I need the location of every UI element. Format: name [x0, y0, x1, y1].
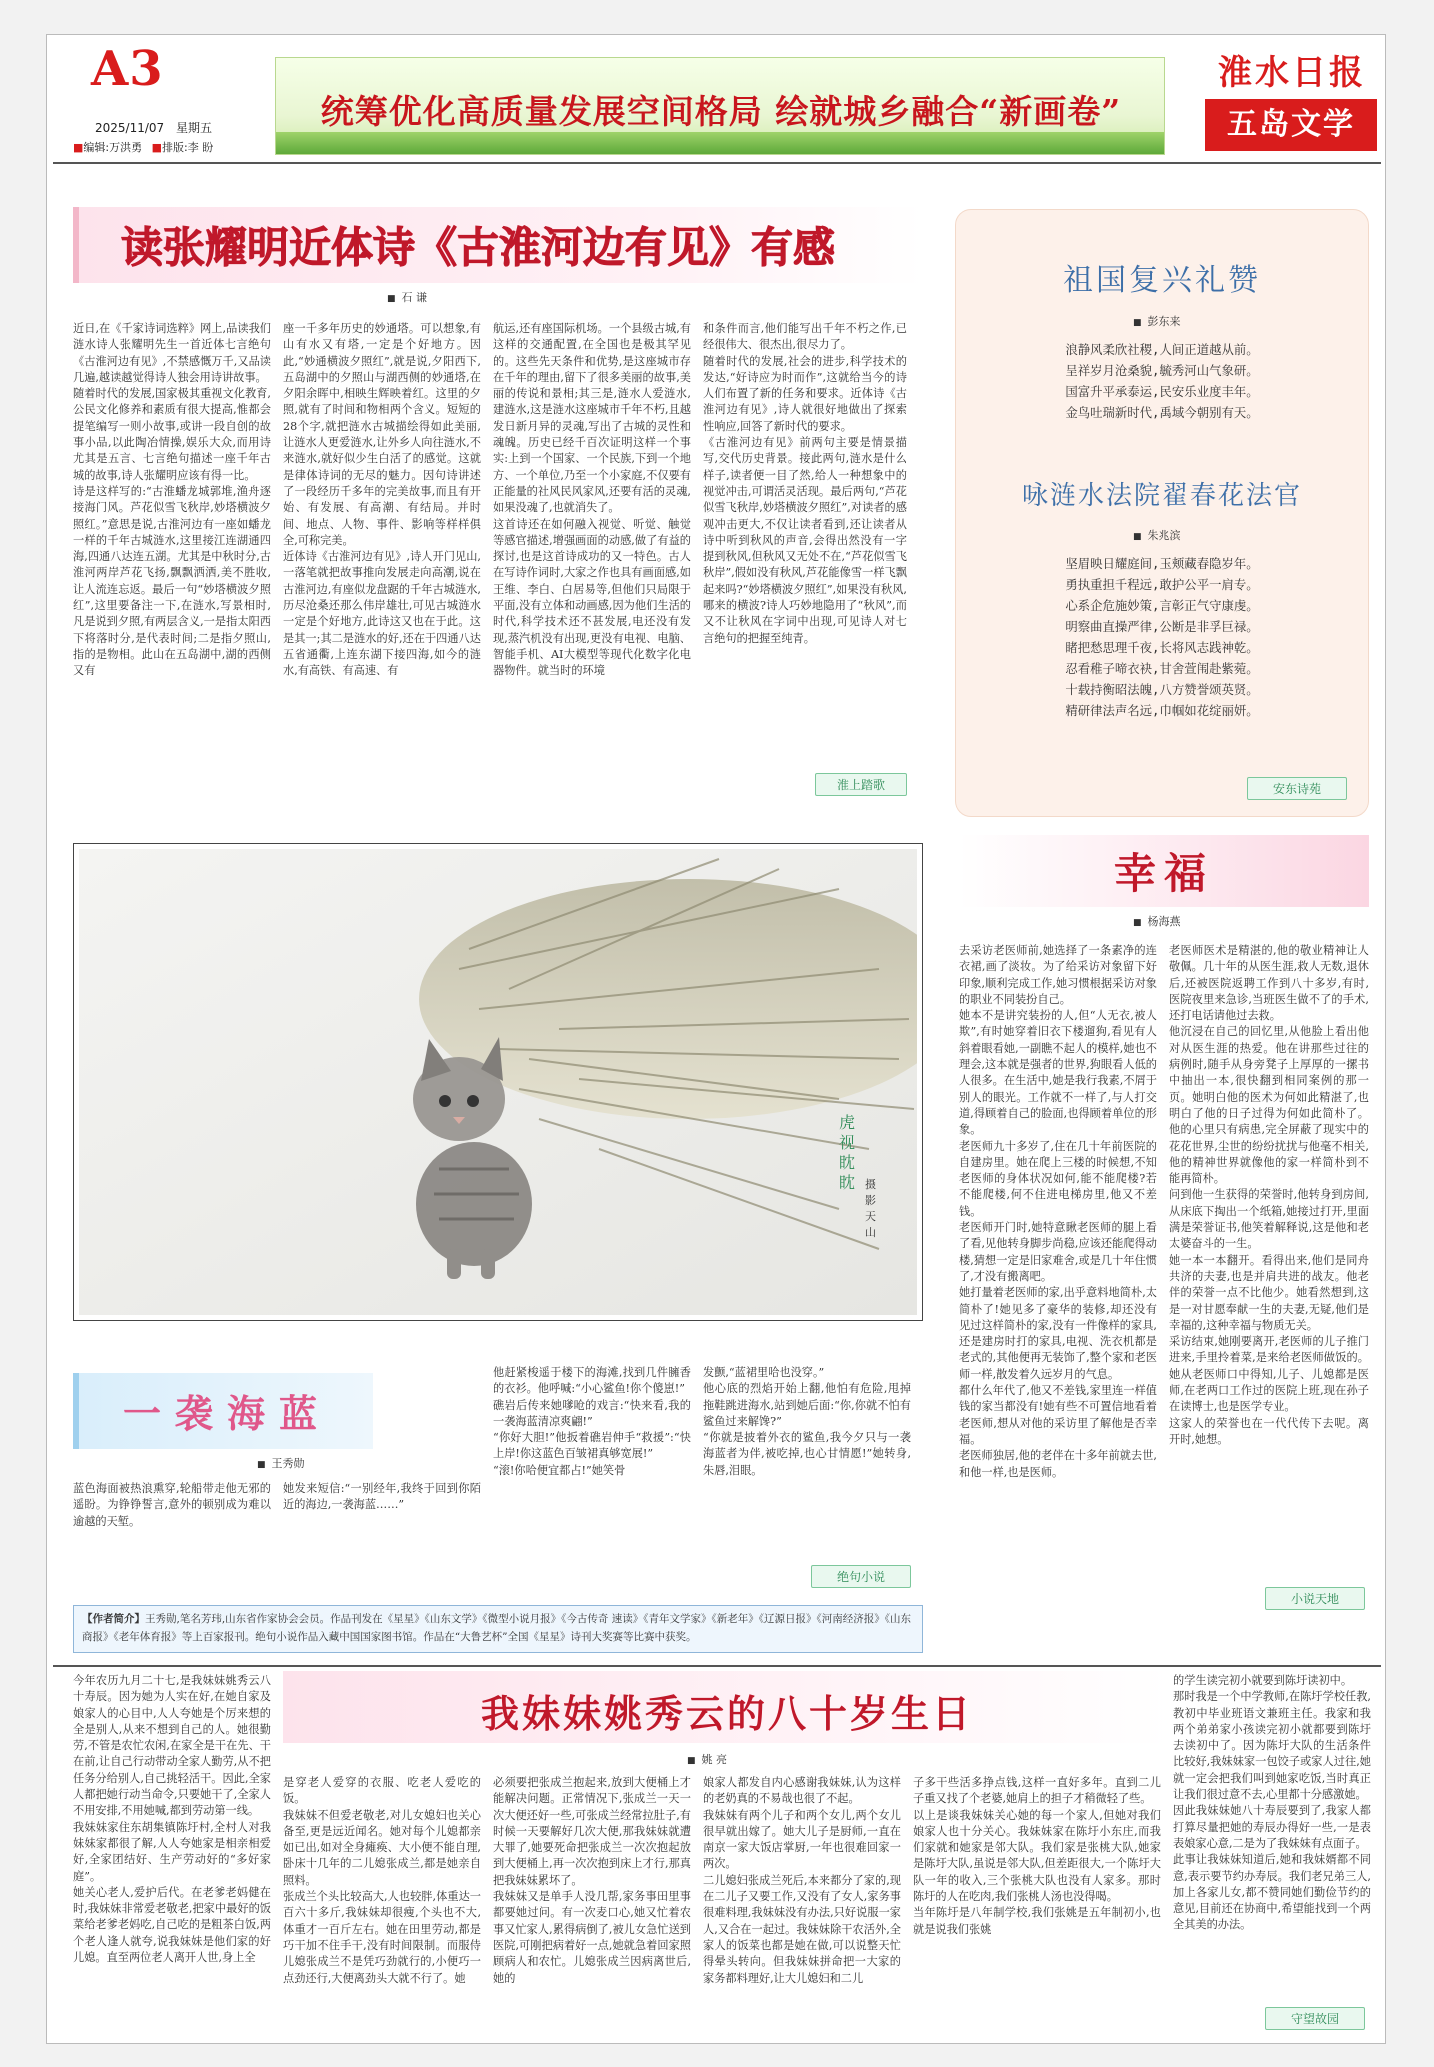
masthead: 淮水日报 — [1218, 53, 1366, 93]
banner-slogan: 统筹优化高质量发展空间格局 绘就城乡融合“新画卷” — [320, 92, 1122, 131]
editor-credit: 编辑:万洪勇 — [83, 141, 143, 154]
poems-panel — [955, 209, 1369, 817]
haican-column-tag: 绝句小说 — [811, 1565, 911, 1588]
article1-col1: 近日,在《千家诗词选粹》网上,品读我们涟水诗人张耀明先生一首近体七言绝句《古淮河边有见》,不禁感慨万千,又品读几遍,越读越觉得诗人独会用诗讲故事。 随着时代的发展,国家极其重视文化教育,公民文化修养和素质有很大提高,惟都会提笔编写一则小故事,或讲一段自创的故事小品,以此陶冶情操,娱乐大众,而用诗尤其是五言、七言绝句描述一座千年古城的故事,诗人张耀明应该有得一比。 诗是这样写的:“古淮蟠龙城郭堆,渔舟逐接海门风。芦花似雪飞秋岸,妙塔横波夕照红。”意思是说,古淮河边有一座如蟠龙一样的千年古城涟水,这里接江连湖通四海,四通八达连五湖。尤其是中秋时分,古淮河两岸芦花飞扬,飘飘洒洒,美不胜收,让人流连忘返。最后一句“妙塔横波夕照红”,这里要备注一下,在涟水,写景相时,凡是说到夕照,有两层含义,一是指太阳西下将落时分,是代表时间;二是指夕照山,指的是物相。此山在五岛湖中,湖的西侧又有 — [73, 322, 271, 678]
poem2-byline: ■ 朱兆滨 — [1133, 527, 1181, 543]
photo-frame — [73, 843, 923, 1321]
lower-section-rule — [53, 1665, 1381, 1667]
poem2-line: 明察曲直操严律,公断是非孚巨禄。 — [1065, 619, 1259, 634]
editor-row: ■编辑:万洪勇 ■排版:李 盼 — [73, 141, 214, 154]
poem2-line: 精研律法声名远,巾帼如花绽丽妍。 — [1065, 703, 1259, 718]
kitten-photo — [79, 849, 917, 1315]
poem1-line: 金鸟吐瑞新时代,禹域今朝别有天。 — [1065, 405, 1259, 420]
banner-grass — [276, 132, 1165, 154]
xingfu-column-tag: 小说天地 — [1265, 1587, 1365, 1610]
issue-weekday: 星期五 — [176, 121, 213, 135]
slogan-banner — [275, 57, 1165, 155]
issue-date-row — [95, 119, 212, 136]
page-number: A3 — [91, 41, 164, 97]
poem2-lines — [955, 553, 1369, 721]
poem1-title: 祖国复兴礼赞 — [1063, 263, 1261, 298]
issue-date: 2025/11/07 — [95, 121, 165, 135]
article3-column-tag: 守望故园 — [1265, 2007, 1365, 2030]
author-bio-label: 【作者简介】 — [82, 1613, 145, 1625]
poem1-line: 浪静风柔欣社稷,人间正道越从前。 — [1065, 342, 1259, 357]
poem2-line: 十载持衡昭法魄,八方赞誉颂英贤。 — [1065, 682, 1259, 697]
haican-col1: 蓝色海面被热浪熏穿,轮船带走他无邪的遥盼。为铮铮誓言,意外的顿别成为难以逾越的天堑。 — [73, 1482, 271, 1528]
poem1-line: 呈祥岁月沧桑貌,毓秀河山气象研。 — [1065, 363, 1259, 378]
haican-col2: 她发来短信:“一别经年,我终于回到你陌近的海边,一袭海蓝……” — [283, 1482, 481, 1512]
photo-title: 虎视眈眈 — [839, 1113, 856, 1192]
article3-col5: 子多干些活多挣点钱,这样一直好多年。直到二儿子重又找了个老婆,她肩上的担子才稍微轻了些。 以上是谈我妹妹关心她的每一个家人,但她对我们娘家人也十分关心。我妹妹家在陈圩小东庄,而我们家就和她家是邻大队。我们家是张桃大队,她家是陈圩大队,虽说是邻大队,但差距很大,一个陈圩大队一年的收入,三个张桃大队也没有人家多。那时陈圩的人在吃肉,我们张桃人汤也没得喝。 当年陈圩是八年制学校,我们张姚是五年制初小,也就是说我们张姚 — [913, 1776, 1161, 1936]
poem2-line: 勇执重担千程远,敢护公平一肩专。 — [1065, 577, 1259, 592]
newspaper-page — [46, 34, 1386, 2044]
poem2-title: 咏涟水法院翟春花法官 — [1021, 481, 1302, 511]
layout-credit: 排版:李 盼 — [162, 141, 214, 154]
poem1-byline: ■ 彭东来 — [1133, 313, 1181, 329]
article1-byline: ■ 石 谦 — [387, 289, 427, 305]
article1-col2: 座一千多年历史的妙通塔。可以想象,有山有水又有塔,一定是个好地方。因此,“妙通横波夕照红”,就是说,夕阳西下,五岛湖中的夕照山与湖西侧的妙通塔,在夕阳余晖中,相映生辉映着红。这里的夕照,就有了时间和物相两个含义。短短的28个字,就把涟水古城描绘得如此美丽,让涟水人更爱涟水,让外乡人向往涟水,不来涟水,就好似少生白活了的感觉。这就是律体诗词的无尽的魅力。因句诗讲述了一段经历千多年的完美故事,而且有开始、有发展、有高潮、有结局。并时间、地点、人物、事件、影响等样样俱全,可称完美。 近体诗《古淮河边有见》,诗人开门见山,一落笔就把故事推向发展走向高潮,说在古淮河边,有座似龙盘踞的千年古城涟水,历尽沧桑还那么伟岸雄壮,可见古城涟水一定是个好地方,此诗这又也在于此。这是其一;其二是涟水的好,还在于四通八达五省通衢,上连东湖下接四海,如今的涟水,有高铁、有高速、有 — [283, 322, 481, 678]
article3-title: 我妹妹姚秀云的八十岁生日 — [480, 1691, 973, 1736]
article3-byline: ■ 姚 亮 — [687, 1751, 727, 1767]
haican-byline: ■ 王秀勋 — [257, 1455, 305, 1471]
haican-title: 一袭海蓝 — [122, 1391, 331, 1436]
article1-title: 读张耀明近体诗《古淮河边有见》有感 — [121, 223, 836, 272]
poem2-line: 睹把愁思理千夜,长将风志践神乾。 — [1065, 640, 1259, 655]
article3-col4: 娘家人都发自内心感谢我妹妹,认为这样的老奶真的不易哉也很了不起。 我妹妹有两个儿子和两个女儿,两个女儿很早就出嫁了。她大儿子是厨师,一直在南京一家大饭店掌厨,一年也很难回家一两次。 二儿媳妇张成兰死后,本来都分了家的,现在二儿子又要工作,又没有了女人,家务事很难料理,我妹妹没有办法,只好说服一家人,又合在一起过。我妹妹除干农活外,全家人的饭菜也都是她在做,可以说整天忙得晕头转向。但我妹妹拼命把一大家的家务都料理好,让大儿媳妇和二儿 — [703, 1776, 901, 1985]
article1-col3: 航运,还有座国际机场。一个县级古城,有这样的交通配置,在全国也是极其罕见的。这些先天条件和优势,是这座城市存在千年的理由,留下了很多美丽的故事,美丽的传说和景相;其三是,涟水人爱涟水,建涟水,这是涟水这座城市千年不朽,且越发日新月异的灵魂,写出了古城的灵性和魂魄。历史已经千百次证明这样一个事实:上到一个国家、一个民族,下到一个地方、一个单位,乃至一个小家庭,不仅要有正能量的社风民风家风,还要有活的灵魂,如果没魂了,也就消失了。 这首诗还在如何融入视觉、听觉、触觉等感官描述,增强画面的动感,做了有益的探讨,也是这首诗成功的又一特色。古人在写诗作词时,大家之作也具有画面感,如王维、李白、白居易等,但他们只局限于平面,没有立体和动画感,因为他们生活的时代,科学技术还不甚发展,电还没有发现,蒸汽机没有出现,更没有电视、电脑、智能手机、AI大模型等现代化数字化电器物件。就当时的环境 — [493, 322, 691, 678]
poem1-line: 国富升平承泰运,民安乐业度丰年。 — [1065, 384, 1259, 399]
poem1-lines — [955, 339, 1369, 423]
poems-column-tag: 安东诗苑 — [1247, 777, 1347, 800]
haican-col4: 发颤,“蓝裙里哈也没穿。” 他心底的烈焰开始上翻,他怕有危险,甩掉拖鞋跳进海水,站到她后面:“你,你就不怕有鲨鱼过来解馋?” “你就是披着外衣的鲨鱼,我今夕只与一袭海蓝者为伴,被吃掉,也心甘情愿!”她转身,朱唇,泪眼。 — [703, 1366, 911, 1477]
section-name: 五岛文学 — [1205, 99, 1377, 151]
article3-col6: 的学生读完初小就要到陈圩读初中。 那时我是一个中学教师,在陈圩学校任教,教初中毕业班语文兼班主任。我家和我两个弟弟家小孩读完初小就都要到陈圩去读初中了。因为陈圩大队的生活条件比较好,我妹妹家一包饺子或家人过往,她就一定会把我们叫到她家吃饭,当时真正让我们很过意不去,心里都十分感激她。 因此我妹妹她八十寿辰要到了,我家人都打算尽量把她的寿辰办得好一些,一是表表娘家心意,二是为了我妹妹有点面子。 此事让我妹妹知道后,她和我妹婿都不同意,表示要节约办寿辰。我们老兄弟三人,加上各家儿女,都不赞同她们勤俭节约的意见,目前还在协商中,希望能找到一个两全其美的办法。 — [1173, 1674, 1371, 1932]
xingfu-title: 幸福 — [1113, 849, 1214, 898]
article1-col4: 和条件而言,他们能写出千年不朽之作,已经很伟大、很杰出,很尽力了。 随着时代的发展,社会的进步,科学技术的发达,“好诗应为时而作”,这就给当今的诗人们布置了新的任务和要求。近体诗《古淮河边有见》,诗人就很好地做出了探索性响应,回答了新时代的要求。 《古淮河边有见》前两句主要是情景描写,交代历史背景。接此两句,涟水是什么样子,读者便一目了然,给人一种想象中的视觉冲击,可谓活灵活现。最后两句,“芦花似雪飞秋岸,妙塔横波夕照红”,对读者的感观冲击更大,不仅让读者看到,还让读者从诗中听到秋风的声音,会得出然没有一字提到秋风,但秋风又无处不在,“芦花似雪飞秋岸”,假如没有秋风,芦花能像雪一样飞飘起来吗?“妙塔横波夕照红”,如果没有秋风,哪来的横波?诗人巧妙地隐用了“秋风”,而又不让秋风在字词中出现,可见诗人对七言绝句的把握至纯青。 — [703, 322, 907, 645]
article3-col3: 必须要把张成兰抱起来,放到大便桶上才能解决问题。正常情况下,张成兰一天一次大便还好一些,可张成兰经常拉肚子,有时候一天要解好几次大便,那我妹妹就遭大罪了,她要死命把张成兰一次次抱起放到大便桶上,再一次次抱到床上才行,那真把我妹妹累坏了。 我妹妹又是单手人没几帮,家务事田里事都要她过问。有一次麦口心,她又忙着农事又忙家人,累得病倒了,被儿女急忙送到医院,可刚把病着好一点,她就急着回家照顾病人和农忙。儿媳张成兰因病离世后,她的 — [493, 1776, 691, 1985]
poem2-line: 心系企危施妙策,言彰正气守康虔。 — [1065, 598, 1259, 613]
poem2-line: 坚眉映日耀庭间,玉颊藏春隐岁年。 — [1065, 556, 1259, 571]
article3-col1: 今年农历九月二十七,是我妹妹姚秀云八十寿辰。因为她为人实在好,在她自家及娘家人的心目中,人人夸她是个厉来想的全是别人,从来不想到自己的人。她很勤劳,不管是农忙农闲,在家全是干在先、干在前,让自己行动带动全家人勤劳,从不把任务分给别人,自己挑轻活干。因此,全家人都把她行动当命令,只要她干了,全家人不用安排,不用她喊,都到劳动第一线。 我妹妹家住东胡集镇陈圩村,全村人对我妹妹家都很了解,人人夸她家是相亲相爱好,全家团结好、生产劳动好的“多好家庭”。 她关心老人,爱护后代。在老爹老妈健在时,我妹妹非常爱老敬老,把家中最好的饭菜给老爹老妈吃,自己吃的是粗茶白饭,两个老人逢人就夸,说我妹妹是他们家的好儿媳。直至两位老人离开人世,身上全 — [73, 1674, 271, 1965]
xingfu-byline: ■ 杨海燕 — [1133, 913, 1181, 929]
xingfu-col1: 去采访老医师前,她选择了一条素净的连衣裙,画了淡妆。为了给采访对象留下好印象,顺利完成工作,她习惯根据采访对象的职业不同装扮自己。 她本不是讲究装扮的人,但“人无衣,被人欺”,有时她穿着旧衣下楼遛狗,看见有人斜着眼看她,一副瞧不起人的模样,她也不理会,这本就是强者的世界,狗眼看人低的人很多。在生活中,她是我行我素,不屑于别人的眼光。工作就不一样了,与人打交道,得顾着自己的脸面,也得顾着单位的形象。 老医师九十多岁了,住在几十年前医院的自建房里。她在爬上三楼的时候想,不知老医师的身体状况如何,能不能爬楼?若不能爬楼,何不住进电梯房里,他又不差钱。 老医师开门时,她特意瞅老医师的腿上看了看,见他转身脚步尚稳,应该还能爬得动楼,猜想一定是旧家难舍,或是几十年住惯了,才没有搬离吧。 她打量着老医师的家,出乎意料地简朴,太简朴了!她见多了豪华的装修,却还没有见过这样简朴的家,没有一件像样的家具,还是建房时打的家具,电视、洗衣机都是老式的,其他便再无装饰了,整个家和老医师一样,散发着久远岁月的气息。 都什么年代了,他又不差钱,家里连一样值钱的家当都没有!她有些不可置信地看着老医师,想从对他的采访里了解他是否幸福。 老医师独居,他的老伴在十多年前就去世,和他一样,也是医师。 — [959, 944, 1157, 1479]
poem2-line: 忍看稚子啼衣袂,甘舍萱闱赴紫菀。 — [1065, 661, 1259, 676]
article1-column-tag: 淮上踏歌 — [815, 773, 907, 796]
xingfu-col2: 老医师医术是精湛的,他的敬业精神让人敬佩。几十年的从医生涯,救人无数,退休后,还被医院返聘工作到八十多岁,有时,医院夜里来急诊,当班医生做不了的手术,还打电话请他过去救。 他沉浸在自己的回忆里,从他脸上看出他对从医生涯的热爱。他在讲那些过往的病例时,随手从身旁凳子上厚厚的一摞书中抽出一本,很快翻到相同案例的那一页。她明白他的医术为何如此精湛了,也明白了他的日子过得为何如此简朴了。他的心里只有病患,完全屏蔽了现实中的花花世界,尘世的纷纷扰扰与他毫不相关,他的精神世界就像他的家一样简朴到不能再简朴。 问到他一生获得的荣誉时,他转身到房间,从床底下掏出一个纸箱,她接过打开,里面满是荣誉证书,他笑着解释说,这是他和老太婆奋斗的一生。 她一本一本翻开。看得出来,他们是同舟共济的夫妻,也是并肩共进的战友。他老伴的荣誉一点不比他少。她看然想到,这是一对甘愿奉献一生的夫妻,无疑,他们是幸福的,这种幸福与物质无关。 采访结束,她刚要离开,老医师的儿子推门进来,手里拎着菜,是来给老医师做饭的。她从老医师口中得知,儿子、儿媳都是医师,在老两口工作过的医院上班,现在孙子在读博士,也是医学专业。 这家人的荣誉也在一代代传下去呢。离开时,她想。 — [1169, 944, 1369, 1446]
author-bio-text: 王秀勋,笔名芳玮,山东省作家协会会员。作品刊发在《星星》《山东文学》《微型小说月报》《今古传奇 速读》《青年文学家》《新老年》《辽源日报》《河南经济报》《山东商报》《老年体育报》等上百家报刊。绝句小说作品入藏中国国家图书馆。作品在“大鲁艺杯”全国《星星》诗刊大奖赛等比赛中获奖。 — [82, 1613, 912, 1643]
header-rule — [53, 162, 1381, 164]
photo-credit: 摄影 天 山 — [865, 1178, 876, 1239]
article3-col2: 是穿老人爱穿的衣服、吃老人爱吃的饭。 我妹妹不但爱老敬老,对儿女媳妇也关心备至,更是远近闻名。她对每个儿媳都亲如已出,如对全身瘫痪、大小便不能自理,卧床十几年的二儿媳张成兰,都是她亲自照料。 张成兰个头比较高大,人也较胖,体重达一百六十多斤,我妹妹却很瘦,个头也不大,体重才一百斤左右。她在田里劳动,都是巧干加不住手干,没有时间限制。而服侍儿媳张成兰不是凭巧劲就行的,小便巧一点劲还行,大便离劲头大就不行了。她 — [283, 1776, 481, 1985]
haican-col3: 他赶紧梭遥于楼下的海滩,找到几件臃香的衣衫。他呼喊:“小心鲨鱼!你个傻崽!” 礁岩后传来她嗲呛的戏言:“快来看,我的一袭海蓝清凉爽翩!” “你好大胆!”他扳着礁岩伸手“救援”:“快上岸!你这蓝色百皱裙真够宽展!” “滚!你哈便宜都占!”她笑骨 — [493, 1366, 691, 1477]
author-bio-box — [73, 1605, 923, 1653]
